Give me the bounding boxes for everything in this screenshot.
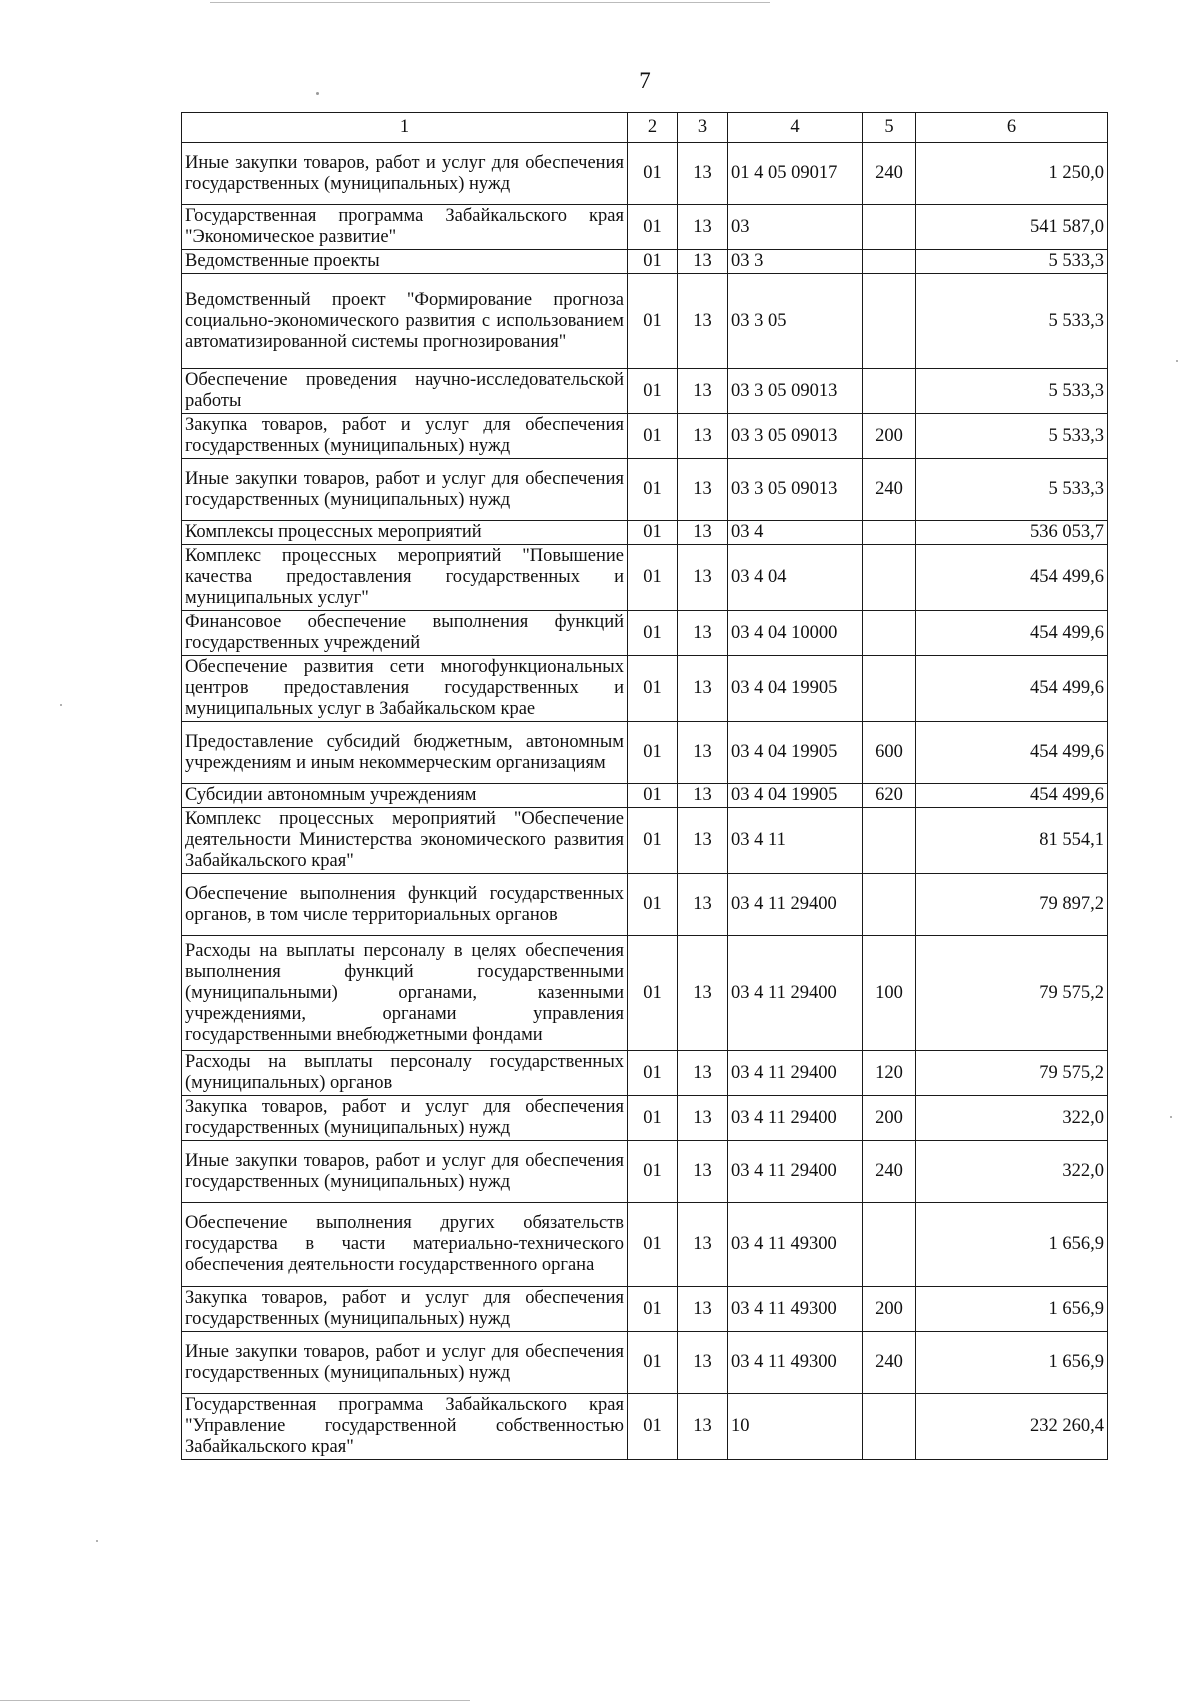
table-row (182, 874, 1108, 936)
row-expense-type: 120 (863, 1051, 916, 1096)
row-section: 01 (628, 1287, 678, 1332)
row-target-article: 01 4 05 09017 (728, 143, 863, 205)
header-row (182, 113, 1108, 143)
row-expense-type (863, 250, 916, 274)
row-target-article: 03 3 05 (728, 274, 863, 369)
row-subsection: 13 (678, 414, 728, 459)
table-row (182, 1141, 1108, 1203)
row-name: Комплексы процессных мероприятий (182, 521, 628, 545)
row-subsection: 13 (678, 274, 728, 369)
row-subsection: 13 (678, 143, 728, 205)
row-section: 01 (628, 1096, 678, 1141)
scan-speck (96, 1540, 98, 1542)
row-name: Обеспечение выполнения функций государственных органов, в том числе территориальных органов (182, 874, 628, 936)
row-name: Иные закупки товаров, работ и услуг для обеспечения государственных (муниципальных) нужд (182, 459, 628, 521)
row-section: 01 (628, 250, 678, 274)
row-section: 01 (628, 611, 678, 656)
table-body (182, 143, 1108, 1460)
row-name: Комплекс процессных мероприятий "Повышение качества предоставления государственных и муниципальных услуг" (182, 545, 628, 611)
row-target-article: 03 4 11 29400 (728, 874, 863, 936)
row-target-article: 03 4 11 29400 (728, 1141, 863, 1203)
table-row (182, 250, 1108, 274)
table-row (182, 369, 1108, 414)
row-subsection: 13 (678, 1051, 728, 1096)
table-row (182, 1394, 1108, 1460)
row-name: Комплекс процессных мероприятий "Обеспечение деятельности Министерства экономического развития Забайкальского края" (182, 808, 628, 874)
row-name: Государственная программа Забайкальского края "Управление государственной собственностью Забайкальского края" (182, 1394, 628, 1460)
row-target-article: 03 3 05 09013 (728, 459, 863, 521)
row-section: 01 (628, 143, 678, 205)
table-row (182, 459, 1108, 521)
row-section: 01 (628, 205, 678, 250)
row-name: Субсидии автономным учреждениям (182, 784, 628, 808)
row-expense-type (863, 656, 916, 722)
row-name: Иные закупки товаров, работ и услуг для обеспечения государственных (муниципальных) нужд (182, 143, 628, 205)
row-section: 01 (628, 874, 678, 936)
row-subsection: 13 (678, 656, 728, 722)
row-name: Обеспечение проведения научно-исследовательской работы (182, 369, 628, 414)
row-amount: 541 587,0 (916, 205, 1108, 250)
row-subsection: 13 (678, 808, 728, 874)
scan-edge-top (210, 2, 770, 3)
row-section: 01 (628, 369, 678, 414)
row-subsection: 13 (678, 1141, 728, 1203)
row-target-article: 03 4 11 49300 (728, 1287, 863, 1332)
row-section: 01 (628, 784, 678, 808)
row-expense-type: 600 (863, 722, 916, 784)
row-amount: 1 656,9 (916, 1332, 1108, 1394)
row-amount: 81 554,1 (916, 808, 1108, 874)
row-subsection: 13 (678, 936, 728, 1051)
header-col-5: 5 (863, 113, 916, 143)
header-col-3: 3 (678, 113, 728, 143)
row-target-article: 03 4 11 29400 (728, 936, 863, 1051)
scan-speck (60, 704, 62, 706)
row-section: 01 (628, 274, 678, 369)
row-expense-type: 240 (863, 1332, 916, 1394)
table-row (182, 545, 1108, 611)
header-col-4: 4 (728, 113, 863, 143)
row-section: 01 (628, 722, 678, 784)
row-expense-type: 240 (863, 143, 916, 205)
row-subsection: 13 (678, 521, 728, 545)
row-name: Ведомственные проекты (182, 250, 628, 274)
row-expense-type: 200 (863, 1096, 916, 1141)
row-subsection: 13 (678, 784, 728, 808)
table-row (182, 1287, 1108, 1332)
row-section: 01 (628, 936, 678, 1051)
row-amount: 5 533,3 (916, 369, 1108, 414)
table-row (182, 1332, 1108, 1394)
row-amount: 79 575,2 (916, 936, 1108, 1051)
table-header (182, 113, 1108, 143)
header-col-1: 1 (182, 113, 628, 143)
row-subsection: 13 (678, 545, 728, 611)
row-expense-type (863, 205, 916, 250)
row-target-article: 03 3 (728, 250, 863, 274)
row-target-article: 03 (728, 205, 863, 250)
row-subsection: 13 (678, 1332, 728, 1394)
row-amount: 232 260,4 (916, 1394, 1108, 1460)
table-row (182, 656, 1108, 722)
row-target-article: 03 3 05 09013 (728, 414, 863, 459)
row-subsection: 13 (678, 874, 728, 936)
row-expense-type (863, 521, 916, 545)
row-expense-type (863, 369, 916, 414)
row-amount: 5 533,3 (916, 459, 1108, 521)
row-name: Обеспечение выполнения других обязательств государства в части материально-технического обеспечения деятельности государственного органа (182, 1203, 628, 1287)
row-target-article: 03 4 11 (728, 808, 863, 874)
scan-speck (1170, 1116, 1172, 1118)
row-name: Расходы на выплаты персоналу государственных (муниципальных) органов (182, 1051, 628, 1096)
row-target-article: 03 4 04 19905 (728, 722, 863, 784)
row-section: 01 (628, 656, 678, 722)
row-target-article: 03 4 04 (728, 545, 863, 611)
row-name: Обеспечение развития сети многофункциональных центров предоставления государственных и муниципальных услуг в Забайкальском крае (182, 656, 628, 722)
row-subsection: 13 (678, 611, 728, 656)
row-amount: 79 575,2 (916, 1051, 1108, 1096)
table-row (182, 936, 1108, 1051)
row-expense-type (863, 1203, 916, 1287)
row-subsection: 13 (678, 1096, 728, 1141)
table-row (182, 1203, 1108, 1287)
table-row (182, 611, 1108, 656)
row-amount: 1 656,9 (916, 1203, 1108, 1287)
row-subsection: 13 (678, 250, 728, 274)
row-name: Закупка товаров, работ и услуг для обеспечения государственных (муниципальных) нужд (182, 414, 628, 459)
row-section: 01 (628, 545, 678, 611)
row-expense-type: 200 (863, 1287, 916, 1332)
row-amount: 536 053,7 (916, 521, 1108, 545)
table-row (182, 784, 1108, 808)
row-expense-type: 240 (863, 1141, 916, 1203)
row-subsection: 13 (678, 369, 728, 414)
row-subsection: 13 (678, 722, 728, 784)
row-subsection: 13 (678, 205, 728, 250)
row-amount: 454 499,6 (916, 722, 1108, 784)
row-expense-type (863, 808, 916, 874)
row-target-article: 03 4 04 19905 (728, 784, 863, 808)
page-number: 7 (639, 68, 651, 93)
row-expense-type (863, 874, 916, 936)
header-col-2: 2 (628, 113, 678, 143)
row-name: Расходы на выплаты персоналу в целях обеспечения выполнения функций государственными (муниципальными) органами, казенными учреждениями, органами управления государственными внебюджетными фондами (182, 936, 628, 1051)
row-name: Иные закупки товаров, работ и услуг для обеспечения государственных (муниципальных) нужд (182, 1141, 628, 1203)
table-row (182, 205, 1108, 250)
row-target-article: 03 4 04 19905 (728, 656, 863, 722)
row-target-article: 03 4 (728, 521, 863, 545)
table-row (182, 274, 1108, 369)
table-row (182, 414, 1108, 459)
row-section: 01 (628, 1203, 678, 1287)
header-col-6: 6 (916, 113, 1108, 143)
row-subsection: 13 (678, 1394, 728, 1460)
row-section: 01 (628, 808, 678, 874)
row-target-article: 03 3 05 09013 (728, 369, 863, 414)
row-name: Иные закупки товаров, работ и услуг для обеспечения государственных (муниципальных) нужд (182, 1332, 628, 1394)
row-amount: 454 499,6 (916, 611, 1108, 656)
row-target-article: 03 4 11 29400 (728, 1096, 863, 1141)
row-amount: 5 533,3 (916, 414, 1108, 459)
row-subsection: 13 (678, 1287, 728, 1332)
budget-table (181, 112, 1108, 1460)
row-target-article: 03 4 04 10000 (728, 611, 863, 656)
row-subsection: 13 (678, 459, 728, 521)
row-section: 01 (628, 1332, 678, 1394)
row-target-article: 03 4 11 49300 (728, 1332, 863, 1394)
row-name: Закупка товаров, работ и услуг для обеспечения государственных (муниципальных) нужд (182, 1287, 628, 1332)
row-expense-type (863, 274, 916, 369)
row-target-article: 03 4 11 29400 (728, 1051, 863, 1096)
row-target-article: 03 4 11 49300 (728, 1203, 863, 1287)
row-amount: 454 499,6 (916, 545, 1108, 611)
row-amount: 5 533,3 (916, 274, 1108, 369)
row-expense-type: 620 (863, 784, 916, 808)
row-amount: 454 499,6 (916, 784, 1108, 808)
scan-speck (316, 92, 319, 95)
row-section: 01 (628, 414, 678, 459)
row-section: 01 (628, 521, 678, 545)
table-row (182, 1096, 1108, 1141)
row-expense-type: 100 (863, 936, 916, 1051)
row-section: 01 (628, 1141, 678, 1203)
row-name: Государственная программа Забайкальского края "Экономическое развитие" (182, 205, 628, 250)
row-name: Финансовое обеспечение выполнения функций государственных учреждений (182, 611, 628, 656)
row-name: Ведомственный проект "Формирование прогноза социально-экономического развития с использованием автоматизированной системы прогнозирования" (182, 274, 628, 369)
row-amount: 322,0 (916, 1096, 1108, 1141)
row-amount: 454 499,6 (916, 656, 1108, 722)
row-amount: 5 533,3 (916, 250, 1108, 274)
table-row (182, 722, 1108, 784)
row-name: Предоставление субсидий бюджетным, автономным учреждениям и иным некоммерческим организациям (182, 722, 628, 784)
table-row (182, 1051, 1108, 1096)
row-expense-type: 200 (863, 414, 916, 459)
row-amount: 1 656,9 (916, 1287, 1108, 1332)
scan-speck (1176, 360, 1178, 362)
row-expense-type (863, 1394, 916, 1460)
row-target-article: 10 (728, 1394, 863, 1460)
row-amount: 79 897,2 (916, 874, 1108, 936)
row-section: 01 (628, 1051, 678, 1096)
table-row (182, 521, 1108, 545)
scan-edge-bottom (0, 1700, 470, 1701)
row-section: 01 (628, 459, 678, 521)
row-section: 01 (628, 1394, 678, 1460)
row-expense-type (863, 611, 916, 656)
row-amount: 322,0 (916, 1141, 1108, 1203)
table-row (182, 143, 1108, 205)
row-expense-type (863, 545, 916, 611)
row-expense-type: 240 (863, 459, 916, 521)
row-subsection: 13 (678, 1203, 728, 1287)
row-name: Закупка товаров, работ и услуг для обеспечения государственных (муниципальных) нужд (182, 1096, 628, 1141)
table-row (182, 808, 1108, 874)
row-amount: 1 250,0 (916, 143, 1108, 205)
